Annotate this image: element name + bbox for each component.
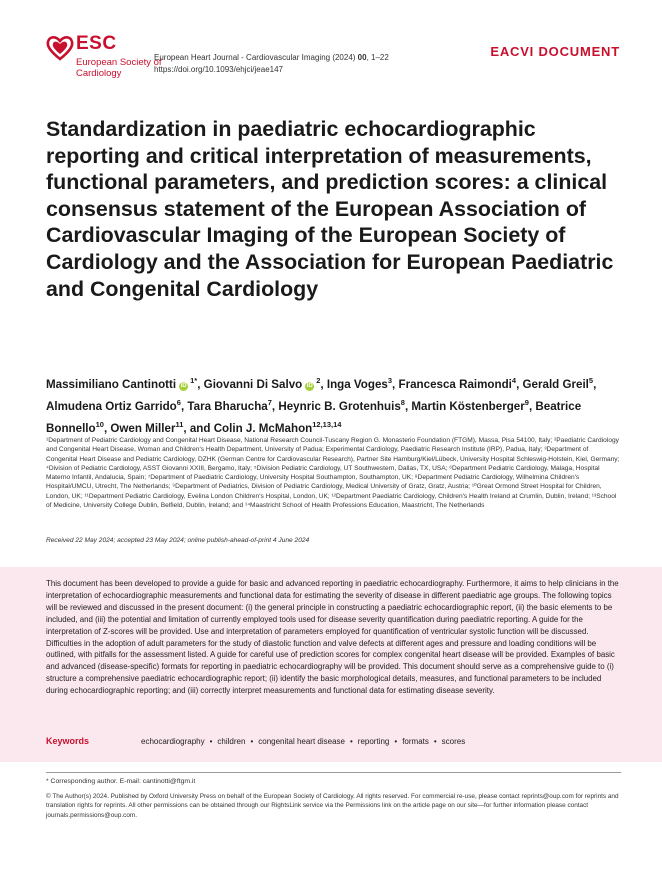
- keyword: echocardiography: [141, 737, 205, 746]
- author-name: Massimiliano Cantinotti: [46, 377, 177, 391]
- author-name: Gerald Greil: [522, 377, 589, 391]
- author-affiliation-marker: 12,13,14: [312, 419, 342, 429]
- author-list: Massimiliano Cantinotti $iD^{1*}$, Giovanni Di Salvo $iD^2$, Inga Voges$^3$, Francesca Raimondi$^4$, Gerald Greil$^5$, Almudena Ortiz Garrido$^6$, Tara Bharucha$^7$, Heynric B. Grotenhuis$^8$, Martin Köstenberger$^9$, Beatrice Bonnello$^{10}$, Owen Miller$^{11}$, and Colin J. McMahon$^{12,13,14}$: [46, 376, 597, 435]
- author-affiliation-marker: 1*: [190, 376, 198, 385]
- author-name: Giovanni Di Salvo: [203, 377, 303, 391]
- keyword-separator: •: [250, 737, 254, 746]
- author-affiliation-marker: 11: [175, 419, 184, 429]
- journal-line: European Heart Journal - Cardiovascular Imaging (2024): [154, 53, 358, 62]
- author-affiliation-marker: 5: [588, 376, 594, 385]
- page-header: [0, 0, 662, 90]
- keyword-separator: •: [209, 737, 213, 746]
- journal-citation: [154, 52, 389, 76]
- author-name: Inga Voges: [326, 377, 388, 391]
- keywords-label: Keywords: [46, 736, 90, 746]
- author-affiliation-marker: 2: [316, 376, 321, 385]
- heart-icon: [46, 35, 74, 61]
- author-name: Beatrice Bonnello: [46, 399, 582, 435]
- author-affiliation-marker: 4: [511, 376, 517, 385]
- copyright-notice: © The Author(s) 2024. Published by Oxford University Press on behalf of the European Society of Cardiology. All rights reserved. For commercial re-use, please contact reprints@oup.com for reprints and translation rights for reprints. All other permissions can be obtained through our RightsLink service via the Permissions link on the article page on our site—for further information please contact journals.permissions@oup.com.: [46, 793, 619, 819]
- abstract-text: This document has been developed to provide a guide for basic and advanced reporting in paediatric echocardiography. Furthermore, it aims to help clinicians in the interpretation of echocardiographic measurements and functional data for estimating the severity of disease in different paediatric age groups. The following topics will be reviewed and discussed in the present document: (i) the general principle in constructing a paediatric echocardiographic report, (ii) the basic elements to be included, and (iii) the potential and limitation of currently employed tools used for disease severity quantification during paediatric reporting. A guide for the interpretation of Z-scores will be provided. Use and interpretation of parameters employed for quantification of ventricular systolic function will be discussed. Difficulties in the adoption of adult parameters for the study of diastolic function and valve defects at different ages and pressure and loading conditions will be outlined, with pitfalls for the assessment listed. A guide for careful use of prediction scores for complex congenital heart disease will be provided. Examples of basic and advanced (disease-specific) formats for reporting in paediatric echocardiography will be provided. This document should serve as a comprehensive guide to (i) structure a comprehensive paediatric echocardiographic report; (ii) identify the basic morphological details, measures, and functional parameters to be included during echocardiographic reporting; and (iii) correctly interpret measurements and functional data for estimating disease severity.: [46, 579, 619, 696]
- keyword: congenital heart disease: [258, 737, 345, 746]
- keyword-separator: •: [433, 737, 437, 746]
- author-affiliation-marker: 9: [524, 397, 529, 407]
- esc-logo: [46, 33, 162, 81]
- author-affiliation-marker: 10: [95, 419, 104, 429]
- keyword: formats: [402, 737, 429, 746]
- publication-dates: Received 22 May 2024; accepted 23 May 2024; online publish-ahead-of-print 4 June 2024: [46, 537, 310, 544]
- corresponding-author: * Corresponding author. E-mail: cantinotti@ftgm.it: [46, 778, 196, 785]
- keyword: scores: [441, 737, 466, 746]
- logo-subtitle: European Society of Cardiology: [76, 57, 162, 79]
- author-affiliation-marker: 8: [400, 397, 405, 407]
- footer-divider: [46, 772, 621, 773]
- journal-pages: , 1–22: [366, 53, 389, 62]
- author-name: Almudena Ortiz Garrido: [46, 399, 177, 413]
- author-affiliation-marker: 3: [387, 376, 393, 385]
- author-name: Owen Miller: [110, 421, 176, 435]
- journal-volume: 00: [357, 53, 367, 62]
- author-name: Tara Bharucha: [187, 399, 268, 413]
- author-name: Martin Köstenberger: [411, 399, 525, 413]
- article-title: Standardization in paediatric echocardiographic reporting and critical interpretation of measurements, functional parameters, and prediction scores: a clinical consensus statement of the European Association of Cardiovascular Imaging of the European Society of Cardiology and the Association for European Paediatric and Congenital Cardiology: [46, 117, 614, 301]
- author-affiliation-marker: 7: [267, 397, 272, 407]
- document-type-label: EACVI DOCUMENT: [490, 44, 620, 59]
- doi-link[interactable]: https://doi.org/10.1093/ehjci/jeae147: [154, 65, 283, 74]
- logo-text: ESC: [76, 33, 117, 54]
- orcid-icon[interactable]: iD: [306, 382, 313, 389]
- keywords-list: [141, 737, 465, 746]
- author-affiliation-marker: 6: [176, 397, 181, 407]
- affiliations: ¹Department of Pediatric Cardiology and Congenital Heart Disease, National Research Council-Tuscany Region G. Monasterio Foundation (FTGM), Massa, Pisa 54100, Italy; ²Paediatric Cardiology and Congenital Heart Disease, Woman and Children's Health Department, University of Padua; Experimental Cardiology, Paediatric Research Institute (IRP), Padua, Italy; ³Department of Congenital Heart Disease and Pediatric Cardiology, DZHK (German Centre for Cardiovascular Research), Partner Site Hamburg/Kiel/Lübeck, University Hospital Schleswig-Holstein, Kiel, Germany; ⁴Division of Pediatric Cardiology, ASST Giovanni XXIII, Bergamo, Italy; ⁵Division Pediatric Cardiology, UT Southwestern, Dallas, TX, USA; ⁶Department Pediatric Cardiology, Malaga, Hospital Materno Infantil, Andalucia, Spain; ⁷Department of Paediatric Cardiology, University Hospital Southampton, Southampton, UK; ⁸Department Pediatric Cardiology, Wilhelmina Children's Hospital/UMCU, Utrecht, The Netherlands; ⁹Department of Pediatrics, Division of Pediatric Cardiology, Medical University of Gratz, Gratz, Austria; ¹⁰Great Ormond Street Hospital for Children, London, UK; ¹¹Department Pediatric Cardiology, Evelina London Children's Hospital, London, UK; ¹²Department Paediatric Cardiology, Children's Health Ireland at Crumlin, Dublin, Ireland; ¹³School of Medicine, University College Dublin, Belfield, Dublin, Ireland; and ¹⁴Maastricht School of Health Professions Education, Maastricht, The Netherlands: [46, 437, 620, 510]
- keyword-separator: •: [394, 737, 398, 746]
- author-name: Heynric B. Grotenhuis: [278, 399, 401, 413]
- orcid-icon[interactable]: iD: [180, 382, 187, 389]
- author-name: Colin J. McMahon: [213, 421, 313, 435]
- keyword: reporting: [357, 737, 390, 746]
- keyword-separator: •: [349, 737, 353, 746]
- keyword: children: [217, 737, 246, 746]
- author-name: Francesca Raimondi: [398, 377, 512, 391]
